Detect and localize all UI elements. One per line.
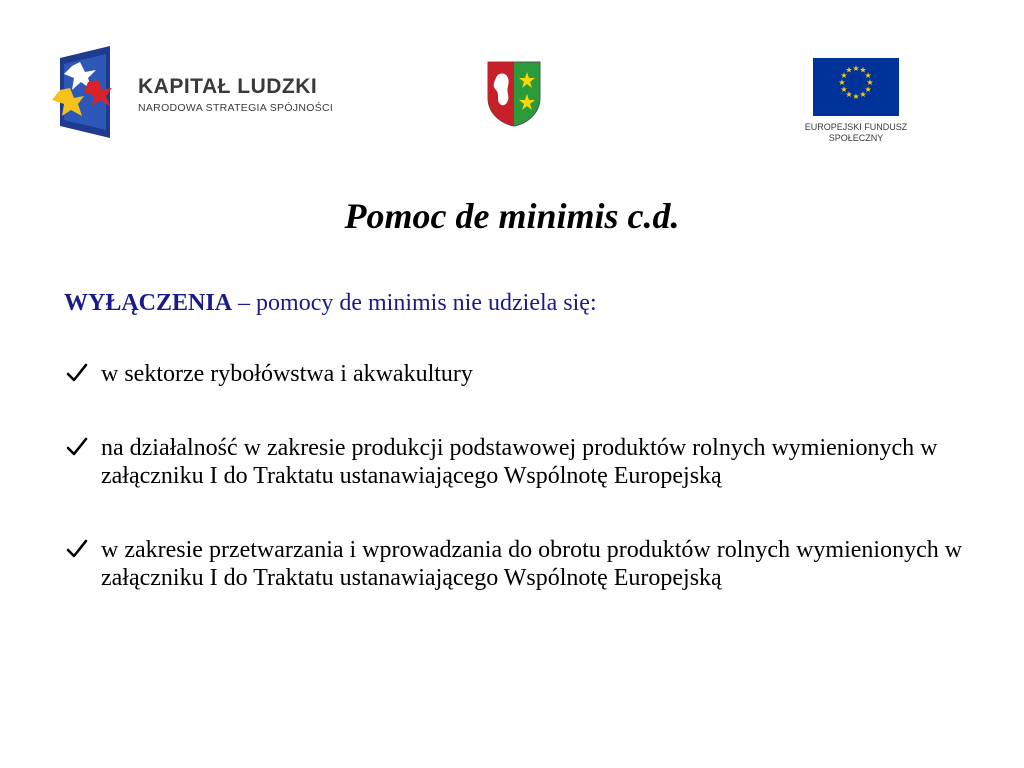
list-item-text: w zakresie przetwarzania i wprowadzania do obrotu produktów rolnych wymienionych w załączniku I do Traktatu ustanawiającego Wspólnotę Europejską xyxy=(101,537,963,591)
svg-text:★: ★ xyxy=(864,70,872,80)
regional-coat-of-arms xyxy=(486,60,542,128)
subtitle-text: – pomocy de minimis nie udziela się: xyxy=(232,290,597,316)
exclusions-list xyxy=(64,360,984,592)
list-item-text: w sektorze rybołówstwa i akwakultury xyxy=(101,361,473,387)
eu-flag-icon xyxy=(813,58,899,116)
svg-text:★: ★ xyxy=(845,89,853,99)
slide-title: Pomoc de minimis c.d. xyxy=(344,196,680,236)
kapital-ludzki-emblem-icon xyxy=(50,44,132,140)
svg-text:★: ★ xyxy=(864,84,872,94)
coat-of-arms-icon xyxy=(486,60,542,128)
svg-text:★: ★ xyxy=(845,65,853,75)
svg-text:★: ★ xyxy=(840,84,848,94)
subtitle-keyword: WYŁĄCZENIA xyxy=(64,290,233,316)
check-icon xyxy=(66,362,88,384)
svg-text:★: ★ xyxy=(852,63,860,73)
svg-text:★: ★ xyxy=(859,65,867,75)
eu-caption xyxy=(800,122,912,144)
svg-text:★: ★ xyxy=(838,77,846,87)
list-item xyxy=(64,360,984,388)
svg-text:★: ★ xyxy=(852,91,860,101)
kapital-ludzki-subtitle: NARODOWA STRATEGIA SPÓJNOŚCI xyxy=(138,102,334,114)
eu-efs-logo xyxy=(800,58,912,150)
list-item xyxy=(64,536,984,592)
list-item xyxy=(64,434,984,490)
svg-text:★: ★ xyxy=(859,89,867,99)
list-item-text: na działalność w zakresie produkcji podstawowej produktów rolnych wymienionych w załączniku I do Traktatu ustanawiającego Wspólnotę Europejską xyxy=(101,435,938,489)
check-icon xyxy=(66,436,88,458)
kapital-ludzki-logo xyxy=(50,44,370,140)
kapital-ludzki-title: KAPITAŁ LUDZKI xyxy=(138,75,318,98)
svg-text:★: ★ xyxy=(840,70,848,80)
eu-caption-line2: SPOŁECZNY xyxy=(828,133,884,143)
check-icon xyxy=(66,538,88,560)
slide-subtitle xyxy=(64,288,597,318)
svg-text:★: ★ xyxy=(866,77,874,87)
eu-caption-line1: EUROPEJSKI FUNDUSZ xyxy=(804,122,908,132)
